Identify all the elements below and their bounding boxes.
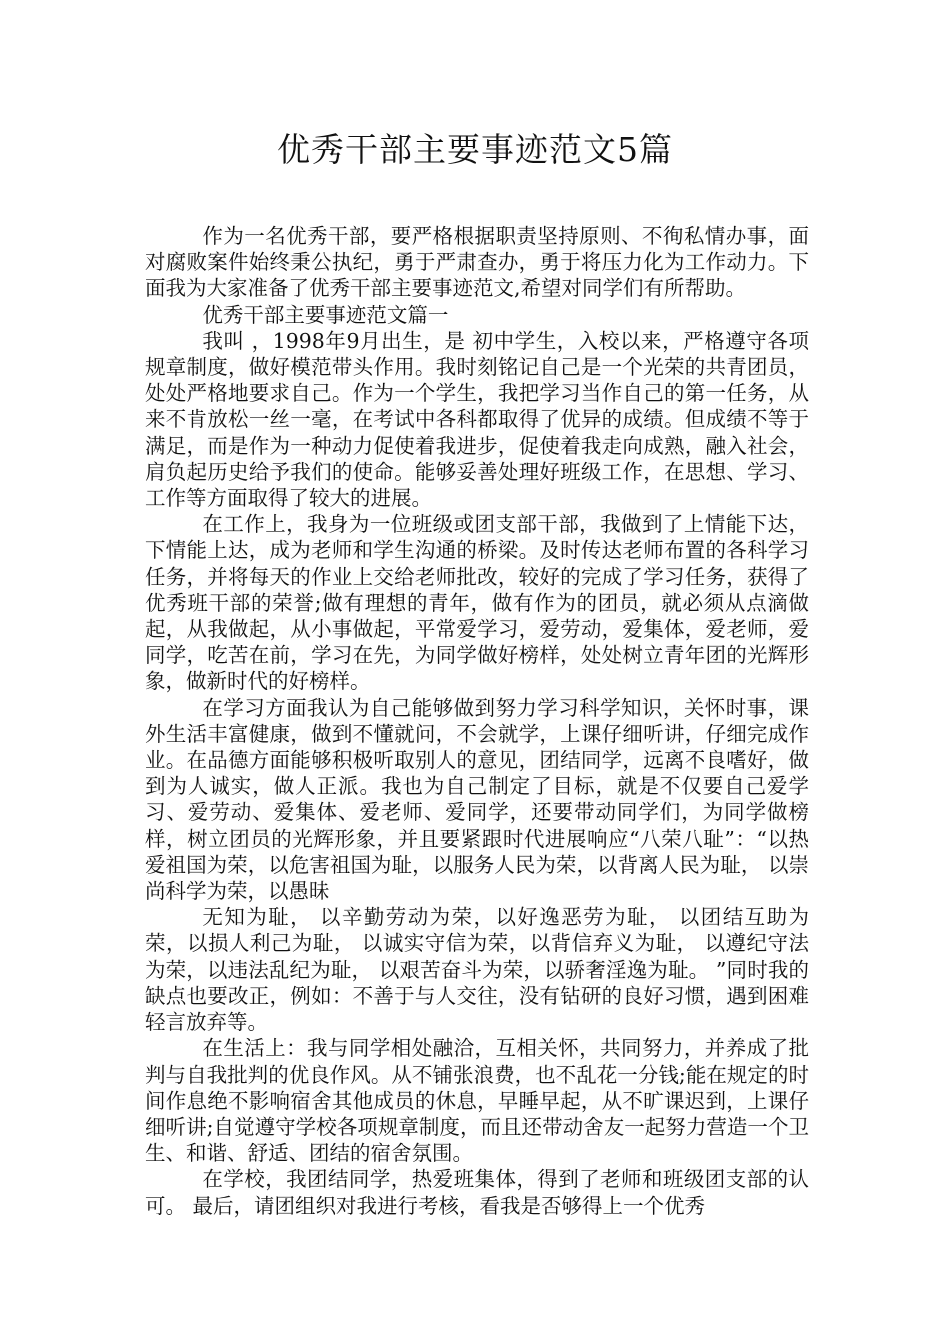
body-paragraph: 在学习方面我认为自己能够做到努力学习科学知识，关怀时事，课外生活丰富健康，做到不懂就问，不会就学，上课仔细听讲，仔细完成作业。在品德方面能够积极听取别人的意见，团结同学，远离不良嗜好，做到为人诚实，做人正派。我也为自己制定了目标，就是不仅要自己爱学习、爱劳动、爱集体、爱老师、爱同学，还要带动同学们，为同学做榜样，树立团员的光辉形象，并且要紧跟时代进展响应“八荣八耻”：“以热爱祖国为荣，以危害祖国为耻，以服务人民为荣，以背离人民为耻， 以崇尚科学为荣，以愚昧 <box>145 695 809 904</box>
body-paragraph: 在学校，我团结同学，热爱班集体，得到了老师和班级团支部的认可。 最后，请团组织对我进行考核，看我是否够得上一个优秀 <box>145 1167 809 1218</box>
intro-paragraph: 作为一名优秀干部，要严格根据职责坚持原则、不徇私情办事，面对腐败案件始终秉公执纪，勇于严肃查办，勇于将压力化为工作动力。下面我为大家准备了优秀干部主要事迹范文,希望对同学们有所帮助。 <box>145 224 809 301</box>
section-heading: 优秀干部主要事迹范文篇一 <box>202 302 449 327</box>
body-paragraph: 在生活上：我与同学相处融洽，互相关怀，共同努力，并养成了批判与自我批判的优良作风。从不铺张浪费，也不乱花一分钱;能在规定的时间作息绝不影响宿舍其他成员的休息，早睡早起，从不旷课迟到，上课仔细听讲;自觉遵守学校各项规章制度，而且还带动舍友一起努力营造一个卫生、和谐、舒适、团结的宿舍氛围。 <box>145 1036 809 1166</box>
document-title: 优秀干部主要事迹范文5篇 <box>277 130 673 169</box>
body-paragraph: 无知为耻， 以辛勤劳动为荣，以好逸恶劳为耻， 以团结互助为荣，以损人利己为耻， 以诚实守信为荣，以背信弃义为耻， 以遵纪守法为荣，以违法乱纪为耻， 以艰苦奋斗为荣，以骄奢淫逸为耻。 ”同时我的缺点也要改正，例如：不善于与人交往，没有钻研的良好习惯，遇到困难轻言放弃等。 <box>145 905 809 1035</box>
body-paragraph: 在工作上，我身为一位班级或团支部干部，我做到了上情能下达，下情能上达，成为老师和学生沟通的桥梁。及时传达老师布置的各科学习任务，并将每天的作业上交给老师批改，较好的完成了学习任务，获得了优秀班干部的荣誉;做有理想的青年，做有作为的团员，就必须从点滴做起，从我做起，从小事做起，平常爱学习，爱劳动，爱集体，爱老师，爱同学，吃苦在前，学习在先，为同学做好榜样，处处树立青年团的光辉形象，做新时代的好榜样。 <box>145 512 809 694</box>
body-paragraph: 我叫 ，1998年9月出生，是 初中学生，入校以来，严格遵守各项规章制度，做好模范带头作用。我时刻铭记自己是一个光荣的共青团员，处处严格地要求自己。作为一个学生，我把学习当作自己的第一任务，从来不肯放松一丝一毫，在考试中各科都取得了优异的成绩。但成绩不等于满足，而是作为一种动力促使着我进步，促使着我走向成熟，融入社会，肩负起历史给予我们的使命。能够妥善处理好班级工作，在思想、学习、工作等方面取得了较大的进展。 <box>145 328 809 511</box>
document-body <box>145 223 809 1219</box>
